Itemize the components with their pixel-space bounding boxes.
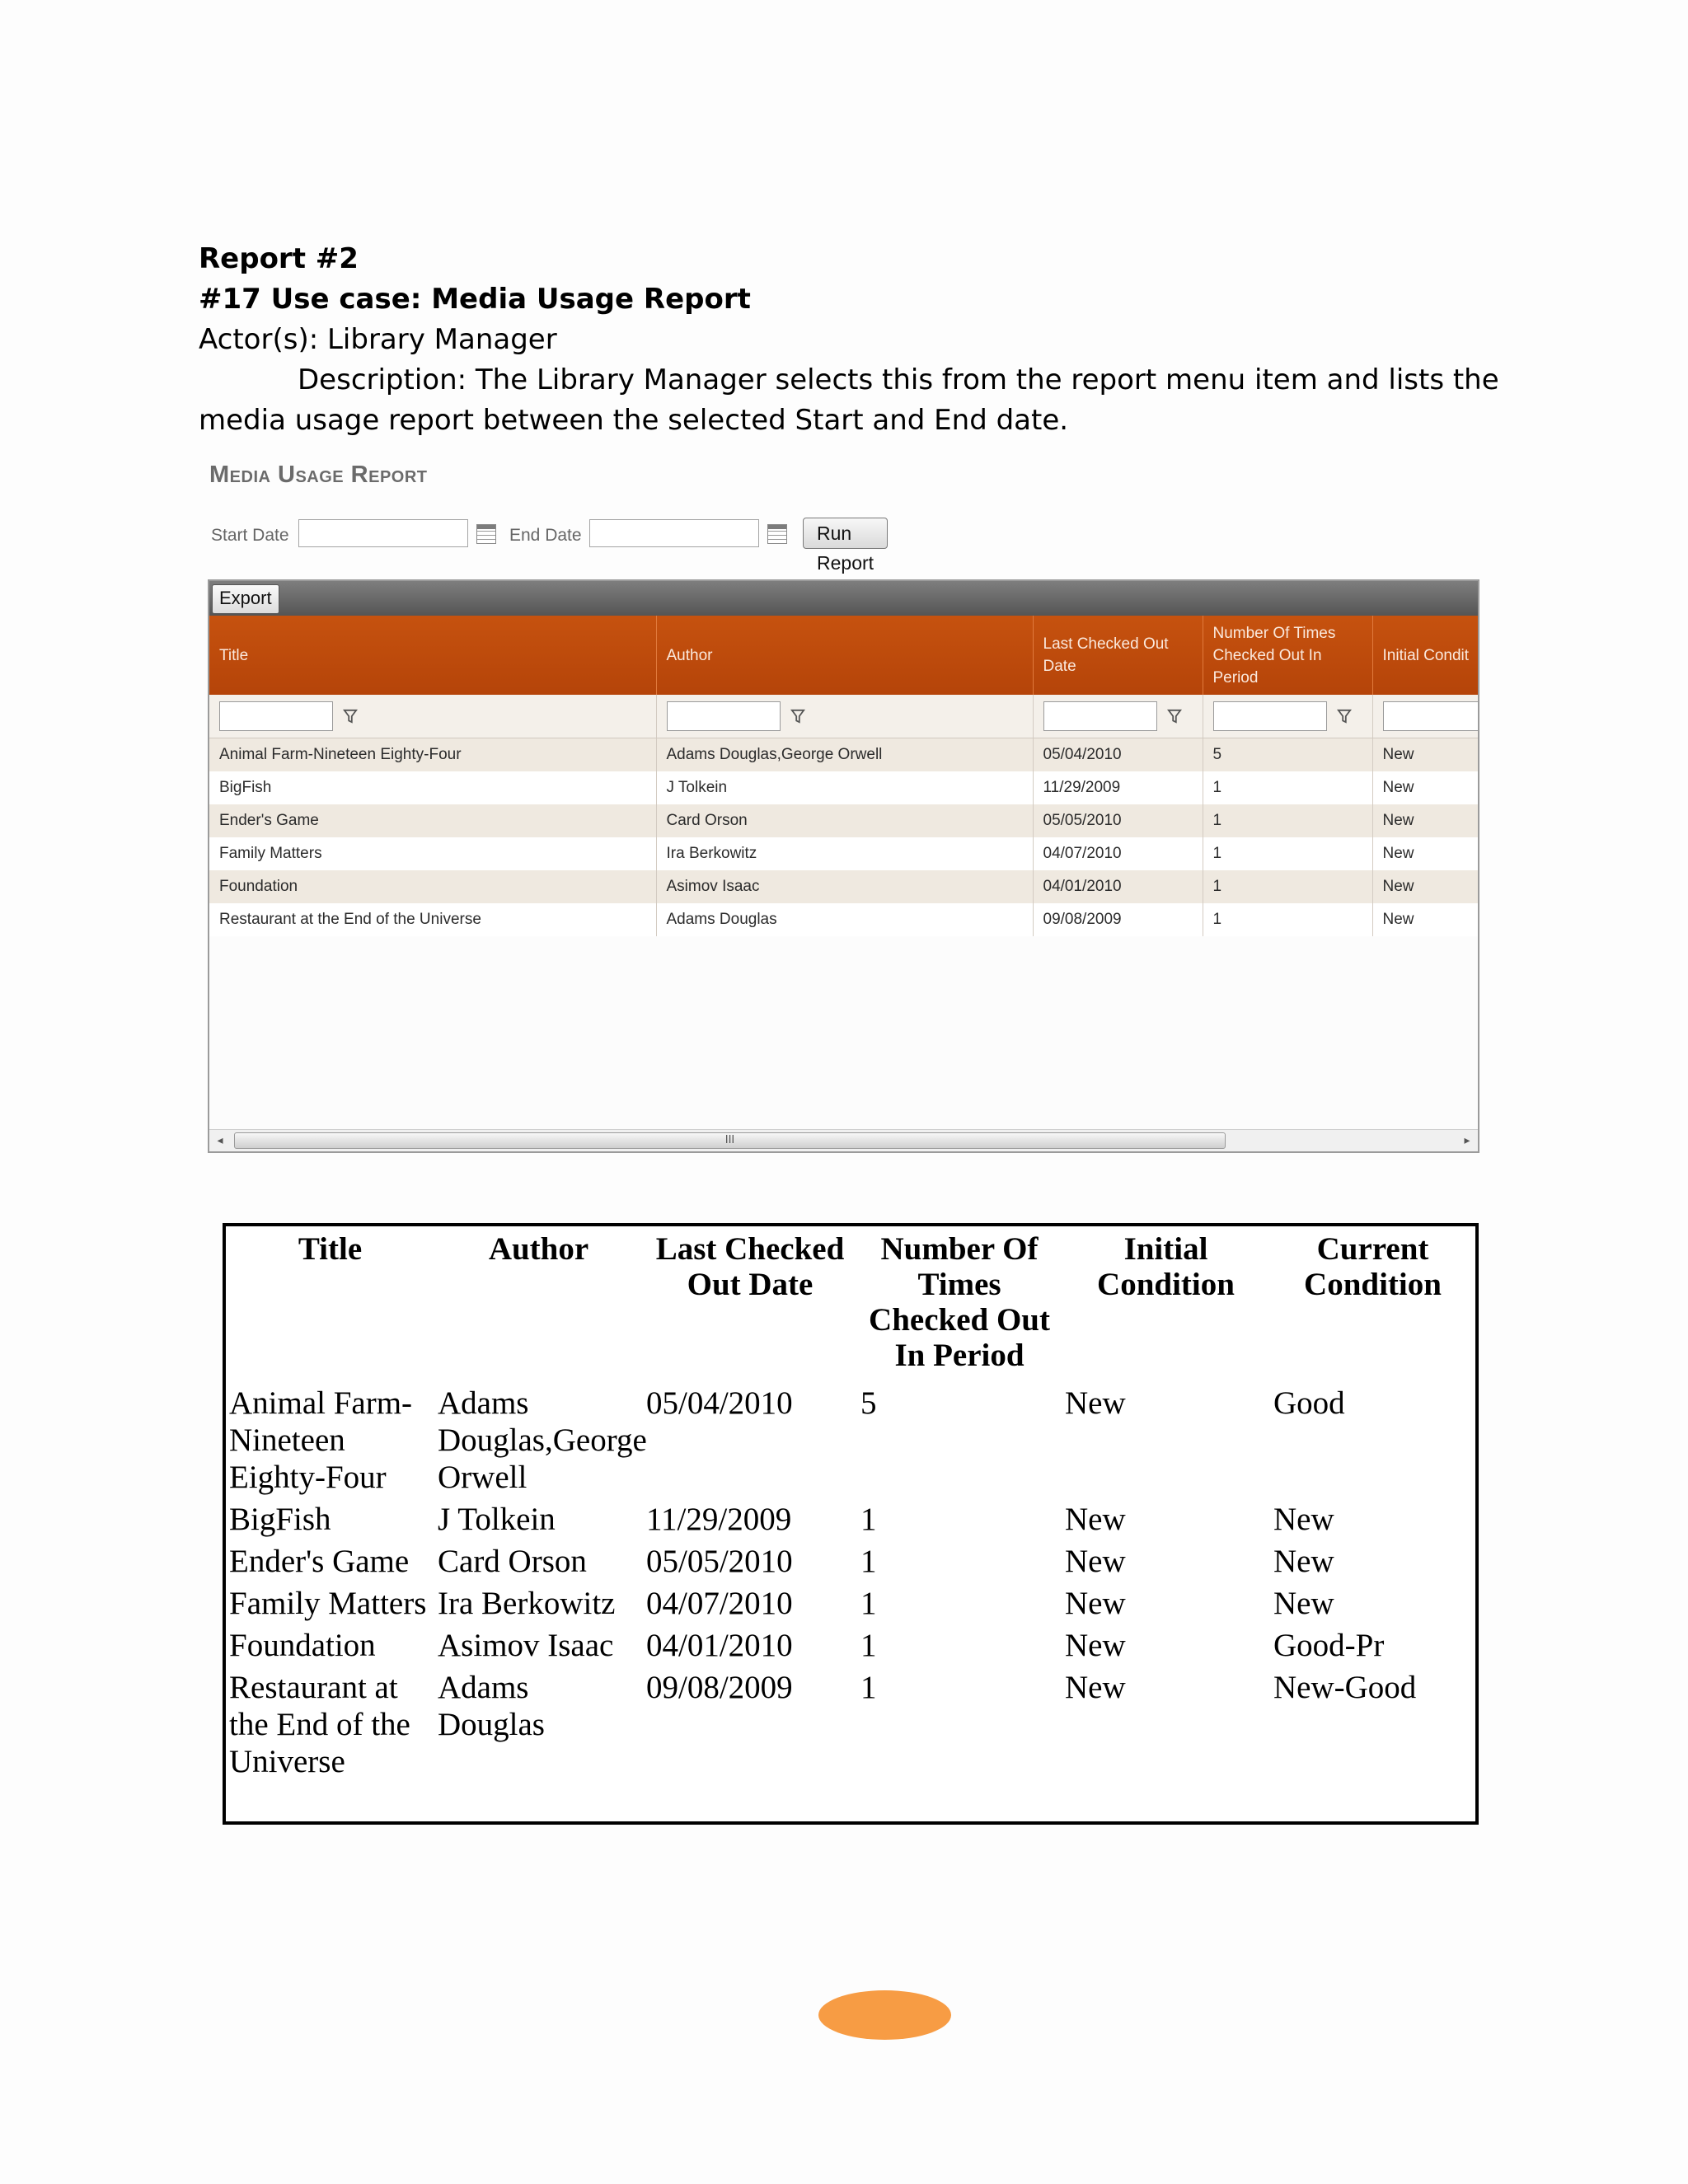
print-row [226,1501,1475,1543]
grid-row[interactable] [209,738,1479,772]
grid-cell-date: 04/07/2010 [1033,837,1203,870]
grid-row[interactable] [209,771,1479,804]
print-header-initial-condition: Initial Condition [1097,1231,1235,1302]
title-filter-input[interactable] [219,701,333,731]
grid-cell-author: Card Orson [656,804,1033,837]
grid-header-times-checked-out[interactable]: Number Of Times Checked Out In Period [1203,616,1372,695]
print-cell-initial: New [1065,1628,1126,1663]
print-row [226,1585,1475,1627]
print-header-current-condition: Current Condition [1304,1231,1442,1302]
horizontal-scrollbar[interactable] [209,1129,1478,1151]
print-cell-title: Foundation [229,1628,376,1663]
filter-funnel-icon[interactable] [1167,709,1182,724]
grid-cell-title: Foundation [209,870,656,903]
printed-report [223,1223,1479,1825]
grid-header-author[interactable]: Author [656,616,1033,695]
grid-cell-count: 1 [1203,804,1372,837]
print-cell-title: BigFish [229,1502,331,1537]
print-cell-count: 1 [860,1544,877,1579]
grid-header-last-checked-out[interactable]: Last Checked Out Date [1033,616,1203,695]
print-cell-initial: New [1065,1586,1126,1621]
initial-filter-input[interactable] [1383,701,1480,731]
grid-cell-initial: New [1372,804,1479,837]
grid-cell-initial: New [1372,771,1479,804]
grid-cell-title: Ender's Game [209,804,656,837]
print-cell-title: Ender's Game [229,1544,410,1579]
grid-row[interactable] [209,804,1479,837]
start-date-input[interactable] [298,519,468,547]
print-cell-current: Good [1273,1385,1345,1421]
print-cell-title: Family Matters [229,1586,427,1621]
end-date-calendar-icon[interactable] [767,524,787,544]
grid-filter-row [209,695,1479,738]
grid-cell-date: 05/04/2010 [1033,738,1203,772]
grid-table [209,616,1479,936]
print-row [226,1627,1475,1669]
scroll-right-icon[interactable]: ▸ [1464,1134,1470,1147]
grid-header-title[interactable]: Title [209,616,656,695]
grid-cell-initial: New [1372,738,1479,772]
print-cell-date: 04/01/2010 [646,1628,793,1663]
end-date-input[interactable] [589,519,759,547]
print-cell-count: 1 [860,1628,877,1663]
description-line-1: Description: The Library Manager selects this from the report menu item and lists the [298,363,1499,396]
print-cell-author: Asimov Isaac [438,1628,614,1663]
grid-header-initial-condition[interactable]: Initial Condit [1372,616,1479,695]
grid-cell-author: Adams Douglas,George Orwell [656,738,1033,772]
grid-cell-initial: New [1372,903,1479,936]
print-header-title: Title [298,1231,363,1267]
grid-cell-author: J Tolkein [656,771,1033,804]
print-cell-title: Animal Farm-Nineteen Eighty-Four [229,1385,413,1495]
grid-cell-title: Animal Farm-Nineteen Eighty-Four [209,738,656,772]
run-report-button[interactable]: Run Report [803,518,888,549]
grid-cell-date: 04/01/2010 [1033,870,1203,903]
print-cell-current: New-Good [1273,1670,1417,1705]
print-cell-date: 11/29/2009 [646,1502,792,1537]
print-cell-author: Adams Douglas,George Orwell [438,1385,647,1495]
grid-cell-author: Ira Berkowitz [656,837,1033,870]
print-row [226,1669,1475,1785]
print-cell-initial: New [1065,1385,1126,1421]
printed-report-table [226,1226,1475,1785]
document-header [199,239,1501,441]
print-cell-date: 05/04/2010 [646,1385,793,1421]
print-cell-current: New [1273,1502,1334,1537]
grid-cell-date: 05/05/2010 [1033,804,1203,837]
print-cell-initial: New [1065,1502,1126,1537]
grid-cell-date: 11/29/2009 [1033,771,1203,804]
print-cell-initial: New [1065,1670,1126,1705]
print-row [226,1543,1475,1585]
start-date-calendar-icon[interactable] [476,524,496,544]
print-cell-title: Restaurant at the End of the Universe [229,1670,410,1779]
grid-row[interactable] [209,903,1479,936]
export-button[interactable]: Export [212,584,279,614]
start-date-label: Start Date [211,526,289,545]
grid-cell-count: 5 [1203,738,1372,772]
print-cell-date: 09/08/2009 [646,1670,793,1705]
filter-funnel-icon[interactable] [343,709,358,724]
count-filter-input[interactable] [1213,701,1327,731]
print-cell-count: 5 [860,1385,877,1421]
print-cell-author: J Tolkein [438,1502,556,1537]
grid-cell-count: 1 [1203,870,1372,903]
grid-cell-initial: New [1372,870,1479,903]
author-filter-input[interactable] [667,701,781,731]
print-cell-current: Good-Pr [1273,1628,1385,1663]
grid-cell-count: 1 [1203,903,1372,936]
grid-cell-title: BigFish [209,771,656,804]
grid-row[interactable] [209,837,1479,870]
print-cell-author: Ira Berkowitz [438,1586,616,1621]
print-header-times-checked-out: Number Of Times Checked Out In Period [869,1231,1050,1373]
print-cell-count: 1 [860,1670,877,1705]
print-cell-author: Card Orson [438,1544,587,1579]
description-line-2: media usage report between the selected Start and End date. [199,404,1069,437]
print-cell-count: 1 [860,1586,877,1621]
actors-line: Actor(s): Library Manager [199,323,557,356]
grid-cell-author: Adams Douglas [656,903,1033,936]
grid-cell-date: 09/08/2009 [1033,903,1203,936]
grid-cell-initial: New [1372,837,1479,870]
print-header-author: Author [488,1231,589,1267]
print-cell-count: 1 [860,1502,877,1537]
print-row [226,1385,1475,1501]
grid-cell-count: 1 [1203,771,1372,804]
grid-cell-title: Restaurant at the End of the Universe [209,903,656,936]
filter-funnel-icon[interactable] [1337,709,1352,724]
grid-cell-title: Family Matters [209,837,656,870]
scroll-left-icon[interactable]: ◂ [217,1134,223,1147]
grid-cell-author: Asimov Isaac [656,870,1033,903]
scroll-thumb[interactable]: III [234,1132,1226,1149]
date-filter-input[interactable] [1043,701,1157,731]
grid-toolbar [209,581,1478,616]
print-cell-current: New [1273,1586,1334,1621]
print-cell-initial: New [1065,1544,1126,1579]
grid-row[interactable] [209,870,1479,903]
print-cell-author: Adams Douglas [438,1670,545,1742]
print-cell-date: 05/05/2010 [646,1544,793,1579]
use-case-title: #17 Use case: Media Usage Report [199,283,751,316]
filter-funnel-icon[interactable] [790,709,805,724]
page-number-badge [818,1990,951,2040]
grid-cell-count: 1 [1203,837,1372,870]
print-header-last-checked-out: Last Checked Out Date [655,1231,845,1302]
report-number: Report #2 [199,242,359,275]
app-page-title: Media Usage Report [209,462,428,488]
media-usage-grid [208,579,1479,1153]
print-cell-date: 04/07/2010 [646,1586,793,1621]
end-date-label: End Date [509,526,582,545]
print-cell-current: New [1273,1544,1334,1579]
